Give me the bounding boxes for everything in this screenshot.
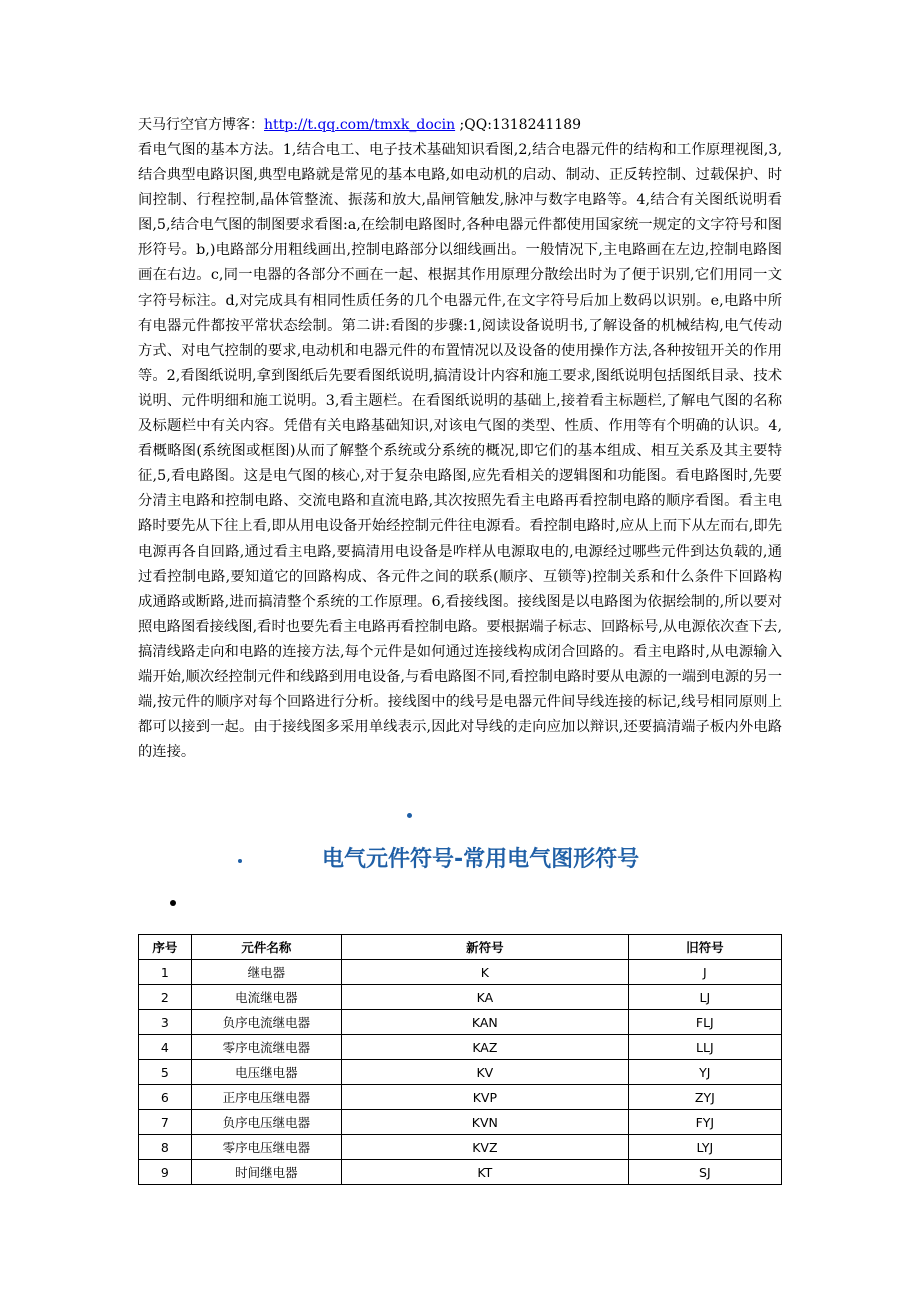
- table-row: [139, 960, 782, 985]
- bullet-dot: [238, 859, 242, 863]
- cell-component-name: 电流继电器: [191, 985, 341, 1010]
- cell-index: 1: [139, 960, 192, 985]
- header-qq: ;QQ:1318241189: [455, 117, 582, 133]
- header-component-name: 元件名称: [191, 935, 341, 960]
- cell-index: 6: [139, 1085, 192, 1110]
- table-header-row: [139, 935, 782, 960]
- table-row: [139, 1035, 782, 1060]
- cell-component-name: 负序电压继电器: [191, 1110, 341, 1135]
- cell-new-symbol: KVP: [342, 1085, 629, 1110]
- cell-component-name: 零序电压继电器: [191, 1135, 341, 1160]
- cell-index: 2: [139, 985, 192, 1010]
- cell-new-symbol: KV: [342, 1060, 629, 1085]
- cell-index: 9: [139, 1160, 192, 1185]
- document-page: [138, 113, 782, 765]
- table-row: [139, 1160, 782, 1185]
- header-index: 序号: [139, 935, 192, 960]
- cell-old-symbol: YJ: [628, 1060, 781, 1085]
- table-row: [139, 985, 782, 1010]
- bullet-dot: [407, 813, 412, 818]
- table-row: [139, 1060, 782, 1085]
- cell-index: 7: [139, 1110, 192, 1135]
- cell-old-symbol: ZYJ: [628, 1085, 781, 1110]
- cell-new-symbol: KA: [342, 985, 629, 1010]
- cell-index: 3: [139, 1010, 192, 1035]
- blog-link[interactable]: http://t.qq.com/tmxk_docin: [264, 117, 456, 133]
- bullet-dot: [170, 900, 176, 906]
- cell-index: 5: [139, 1060, 192, 1085]
- section-title: 电气元件符号-常用电气图形符号: [322, 847, 640, 872]
- cell-index: 4: [139, 1035, 192, 1060]
- cell-component-name: 继电器: [191, 960, 341, 985]
- cell-old-symbol: SJ: [628, 1160, 781, 1185]
- symbol-table: [138, 934, 782, 1185]
- cell-component-name: 零序电流继电器: [191, 1035, 341, 1060]
- header-prefix: 天马行空官方博客：: [138, 117, 264, 133]
- cell-new-symbol: KVZ: [342, 1135, 629, 1160]
- cell-new-symbol: KT: [342, 1160, 629, 1185]
- cell-new-symbol: KAZ: [342, 1035, 629, 1060]
- cell-old-symbol: J: [628, 960, 781, 985]
- cell-component-name: 时间继电器: [191, 1160, 341, 1185]
- cell-component-name: 正序电压继电器: [191, 1085, 341, 1110]
- cell-old-symbol: FYJ: [628, 1110, 781, 1135]
- body-paragraph: 看电气图的基本方法。1,结合电工、电子技术基础知识看图,2,结合电器元件的结构和工作原理视图,3,结合典型电路识图,典型电路就是常见的基本电路,如电动机的启动、制动、正反转控制、过载保护、时间控制、行程控制,晶体管整流、振荡和放大,晶闸管触发,脉冲与数字电路等。4,结合有关图纸说明看图,5,结合电气图的制图要求看图:a,在绘制电路图时,各种电器元件都使用国家统一规定的文字符号和图形符号。b,)电路部分用粗线画出,控制电路部分以细线画出。一般情况下,主电路画在左边,控制电路图画在右边。c,同一电器的各部分不画在一起、根据其作用原理分散绘出时为了便于识别,它们用同一文字符号标注。d,对完成具有相同性质任务的几个电器元件,在文字符号后加上数码以识别。e,电路中所有电器元件都按平常状态绘制。第二讲:看图的步骤:1,阅读设备说明书,了解设备的机械结构,电气传动方式、对电气控制的要求,电动机和电器元件的布置情况以及设备的使用操作方法,各种按钮开关的作用等。2,看图纸说明,拿到图纸后先要看图纸说明,搞清设计内容和施工要求,图纸说明包括图纸目录、技术说明、元件明细和施工说明。3,看主题栏。在看图纸说明的基础上,接着看主标题栏,了解电气图的名称及标题栏中有关内容。凭借有关电路基础知识,对该电气图的类型、性质、作用等有个明确的认识。4,看概略图(系统图或框图)从而了解整个系统或分系统的概况,即它们的基本组成、相互关系及其主要特征,5,看电路图。这是电气图的核心,对于复杂电路图,应先看相关的逻辑图和功能图。看电路图时,先要分清主电路和控制电路、交流电路和直流电路,其次按照先看主电路再看控制电路的顺序看图。看主电路时要先从下往上看,即从用电设备开始经控制元件往电源看。看控制电路时,应从上而下从左而右,即先电源再各自回路,通过看主电路,要搞清用电设备是咋样从电源取电的,电源经过哪些元件到达负载的,通过看控制电路,要知道它的回路构成、各元件之间的联系(顺序、互锁等)控制关系和什么条件下回路构成通路或断路,进而搞清整个系统的工作原理。6,看接线图。接线图是以电路图为依据绘制的,所以要对照电路图看接线图,看时也要先看主电路再看控制电路。要根据端子标志、回路标号,从电源依次查下去,搞清线路走向和电路的连接方法,每个元件是如何通过连接线构成闭合回路的。看主电路时,从电源输入端开始,顺次经控制元件和线路到用电设备,与看电路图不同,看控制电路时要从电源的一端到电源的另一端,按元件的顺序对每个回路进行分析。接线图中的线号是电器元件间导线连接的标记,线号相同原则上都可以接到一起。由于接线图多采用单线表示,因此对导线的走向应加以辩识,还要搞清端子板内外电路的连接。: [138, 142, 782, 761]
- cell-new-symbol: KVN: [342, 1110, 629, 1135]
- table-row: [139, 1085, 782, 1110]
- header-new-symbol: 新符号: [342, 935, 629, 960]
- header-old-symbol: 旧符号: [628, 935, 781, 960]
- cell-old-symbol: LLJ: [628, 1035, 781, 1060]
- cell-old-symbol: LJ: [628, 985, 781, 1010]
- cell-old-symbol: FLJ: [628, 1010, 781, 1035]
- cell-new-symbol: K: [342, 960, 629, 985]
- cell-component-name: 负序电流继电器: [191, 1010, 341, 1035]
- cell-new-symbol: KAN: [342, 1010, 629, 1035]
- cell-component-name: 电压继电器: [191, 1060, 341, 1085]
- cell-old-symbol: LYJ: [628, 1135, 781, 1160]
- cell-index: 8: [139, 1135, 192, 1160]
- table-row: [139, 1010, 782, 1035]
- blog-header: [138, 113, 782, 138]
- table-row: [139, 1135, 782, 1160]
- table-row: [139, 1110, 782, 1135]
